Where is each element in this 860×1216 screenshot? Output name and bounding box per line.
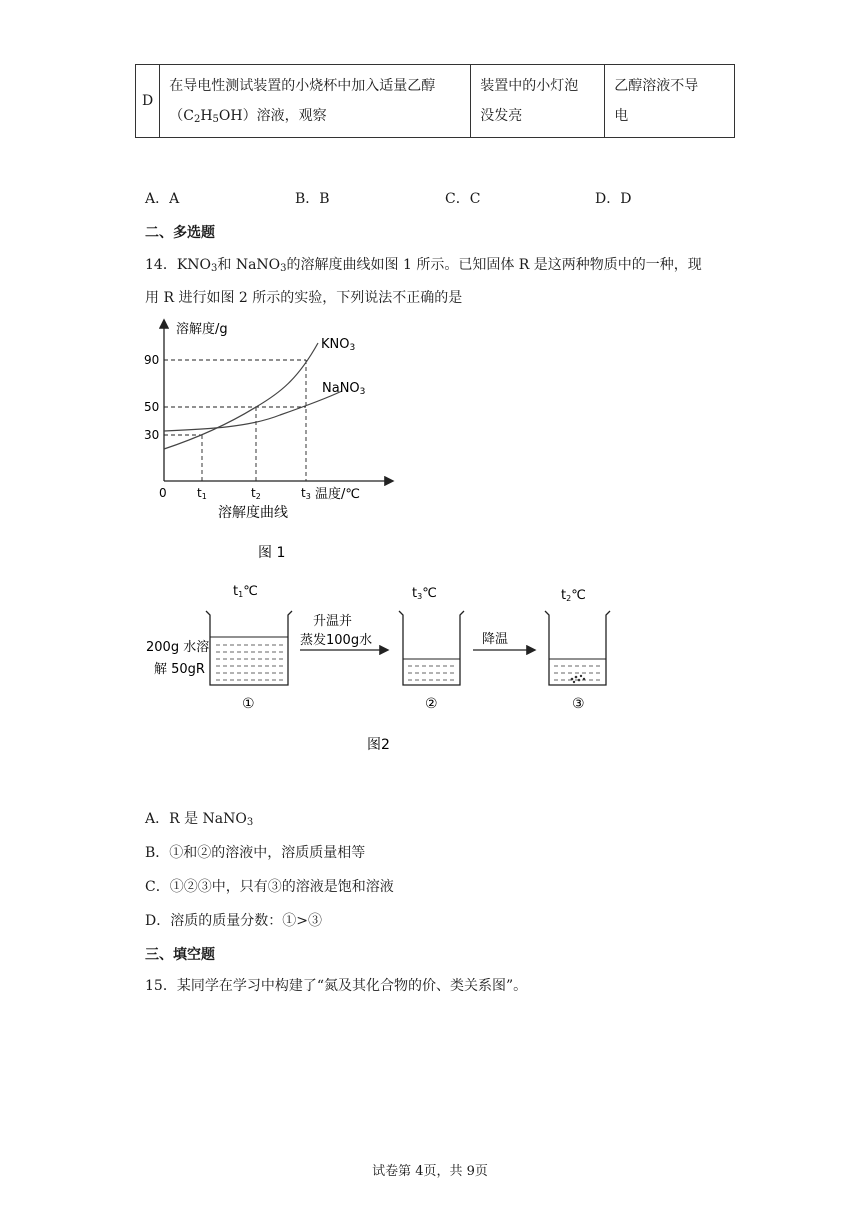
nano3-curve xyxy=(164,391,342,431)
x-tick-label: t1 xyxy=(197,486,207,501)
arrow-1-label: 升温并 xyxy=(313,614,353,629)
beaker-3-number: ③ xyxy=(572,696,585,712)
question-14 xyxy=(145,249,735,315)
procedure-line-2: $(C_2H_5OH)$溶液，观察 xyxy=(169,108,327,125)
beaker-1-temp: t1℃ xyxy=(233,584,258,599)
option-b[interactable]: B．B xyxy=(295,191,330,207)
page-footer: 试卷第 4页，共 9页 xyxy=(372,1164,488,1179)
kno3-label: KNO3 xyxy=(321,337,356,353)
option-c[interactable]: C．C xyxy=(445,191,481,207)
figure-1-solubility-chart xyxy=(140,315,410,565)
x-tick-label: t3 xyxy=(301,486,311,501)
beaker-2 xyxy=(399,611,464,685)
section-title: 三、填空题 xyxy=(145,947,215,963)
option-a[interactable]: A．A xyxy=(145,191,180,207)
guide-lines xyxy=(164,360,306,481)
question-14-line-1: 14．$KNO_3$和 NaNO$_3$的溶解度曲线如图 1 所示。已知固体 R 是这两种物质中的一种，现 xyxy=(145,257,702,274)
option-c[interactable]: C．①②③中，只有③的溶液是饱和溶液 xyxy=(145,879,394,895)
arrow-2-label: 降温 xyxy=(482,632,509,647)
crystal-precipitate xyxy=(571,675,585,683)
option-a[interactable]: A．R 是 NaNO$_3$ xyxy=(145,811,254,828)
chart-inner-caption: 溶解度曲线 xyxy=(218,505,288,521)
beaker-1-number: ① xyxy=(242,696,255,712)
y-axis-label: 溶解度/g xyxy=(176,322,228,337)
nano3-label: NaNO3 xyxy=(322,381,366,397)
beaker-1 xyxy=(206,611,292,685)
figure-2-caption: 图2 xyxy=(367,737,390,753)
option-cell: D xyxy=(136,65,160,138)
procedure-line-1: 在导电性测试装置的小烧杯中加入适量乙醇 xyxy=(169,78,436,94)
question-14-line-2: 用 R 进行如图 2 所示的实验，下列说法不正确的是 xyxy=(145,290,463,306)
table-row xyxy=(136,65,735,138)
beaker-3 xyxy=(545,611,610,685)
phenomenon-cell: 装置中的小灯泡 没发亮 xyxy=(471,65,605,138)
x-tick-label: t2 xyxy=(251,486,261,501)
y-tick-label: 50 xyxy=(144,400,160,414)
option-d[interactable]: D．溶质的质量分数：①>③ xyxy=(145,913,322,929)
beaker-2-number: ② xyxy=(425,696,438,712)
conclusion-cell: 乙醇溶液不导 电 xyxy=(605,65,735,138)
x-axis-label: 温度/℃ xyxy=(315,487,360,502)
beaker-2-temp: t3℃ xyxy=(412,586,437,601)
y-tick-label: 30 xyxy=(144,428,160,442)
arrow-1-label: 蒸发100g水 xyxy=(300,633,373,648)
figure-2-experiment xyxy=(140,575,620,760)
option-d[interactable]: D．D xyxy=(595,191,632,207)
initial-solution-label: 200g 水溶 xyxy=(146,640,210,655)
figure-1-caption: 图 1 xyxy=(258,545,286,561)
question-15: 15．某同学在学习中构建了“氮及其化合物的价、类关系图”。 xyxy=(145,978,528,994)
beaker-3-temp: t2℃ xyxy=(561,588,586,603)
section-title: 二、多选题 xyxy=(145,225,215,241)
option-b[interactable]: B．①和②的溶液中，溶质质量相等 xyxy=(145,845,366,861)
y-tick-label: 90 xyxy=(144,353,160,367)
question-table xyxy=(135,64,735,138)
procedure-cell xyxy=(160,65,471,138)
initial-solution-label: 解 50gR xyxy=(154,662,205,677)
kno3-curve xyxy=(164,343,318,449)
origin-label: 0 xyxy=(159,486,167,500)
